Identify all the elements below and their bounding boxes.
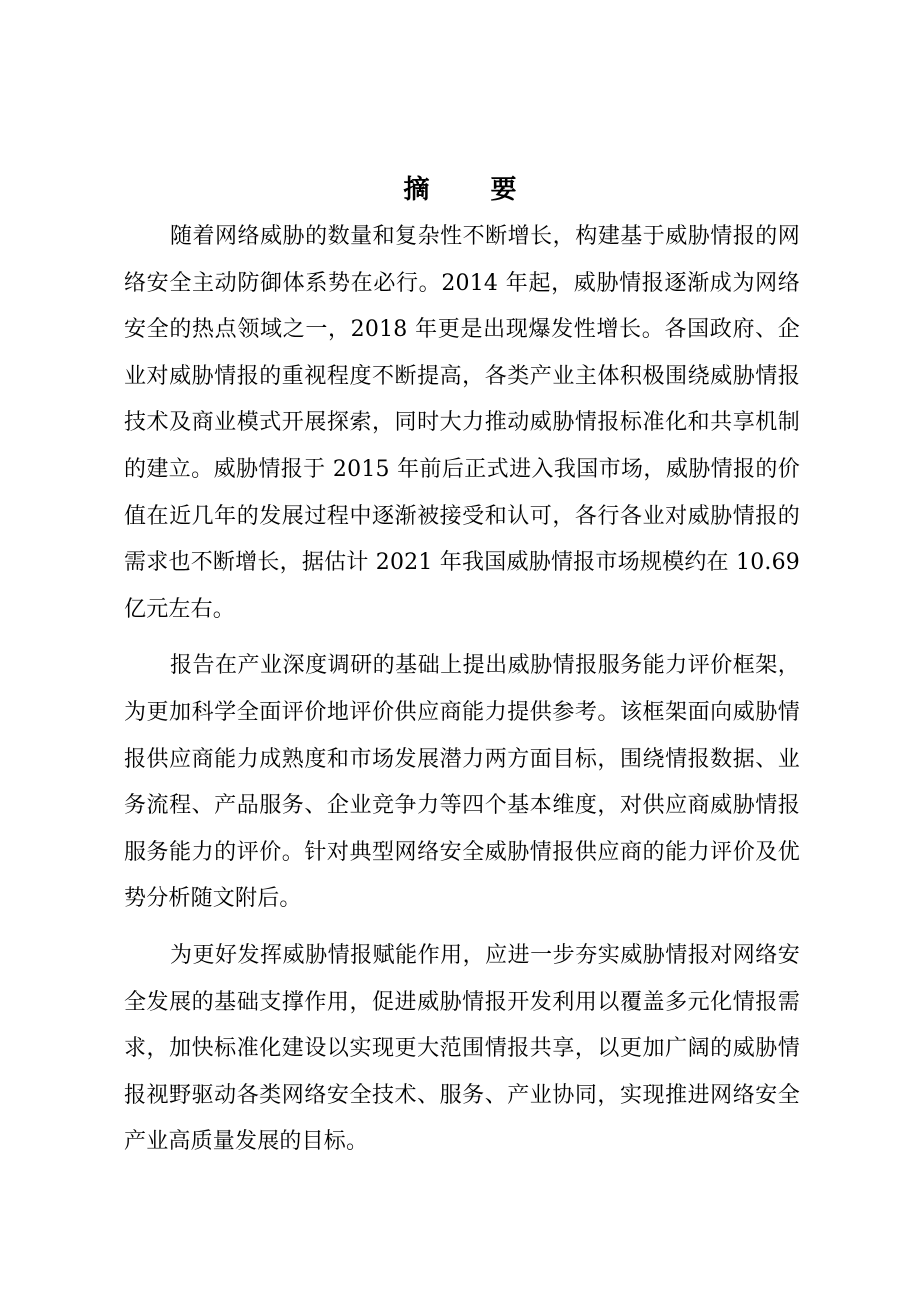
paragraph-3: 为更好发挥威胁情报赋能作用，应进一步夯实威胁情报对网络安全发展的基础支撑作用，促进威胁情报开发利用以覆盖多元化情报需求，加快标准化建设以实现更大范围情报共享，以更加广阔的威胁情报视野驱动各类网络安全技术、服务、产业协同，实现推进网络安全产业高质量发展的目标。: [124, 942, 800, 1155]
abstract-body: [124, 214, 800, 1176]
paragraph-2: 报告在产业深度调研的基础上提出威胁情报服务能力评价框架，为更加科学全面评价地评价供应商能力提供参考。该框架面向威胁情报供应商能力成熟度和市场发展潜力两方面目标，围绕情报数据、业务流程、产品服务、企业竞争力等四个基本维度，对供应商威胁情报服务能力的评价。针对典型网络安全威胁情报供应商的能力评价及优势分析随文附后。: [124, 653, 800, 912]
page-title: 摘 要: [403, 175, 543, 205]
paragraph-1: 随着网络威胁的数量和复杂性不断增长，构建基于威胁情报的网络安全主动防御体系势在必行。2014 年起，威胁情报逐渐成为网络安全的热点领域之一，2018 年更是出现爆发性增长。各国政府、企业对威胁情报的重视程度不断提高，各类产业主体积极围绕威胁情报技术及商业模式开展探索，同时大力推动威胁情报标准化和共享机制的建立。威胁情报于 2015 年前后正式进入我国市场，威胁情报的价值在近几年的发展过程中逐渐被接受和认可，各行各业对威胁情报的需求也不断增长，据估计 2021 年我国威胁情报市场规模约在 10.69 亿元左右。: [124, 224, 800, 622]
